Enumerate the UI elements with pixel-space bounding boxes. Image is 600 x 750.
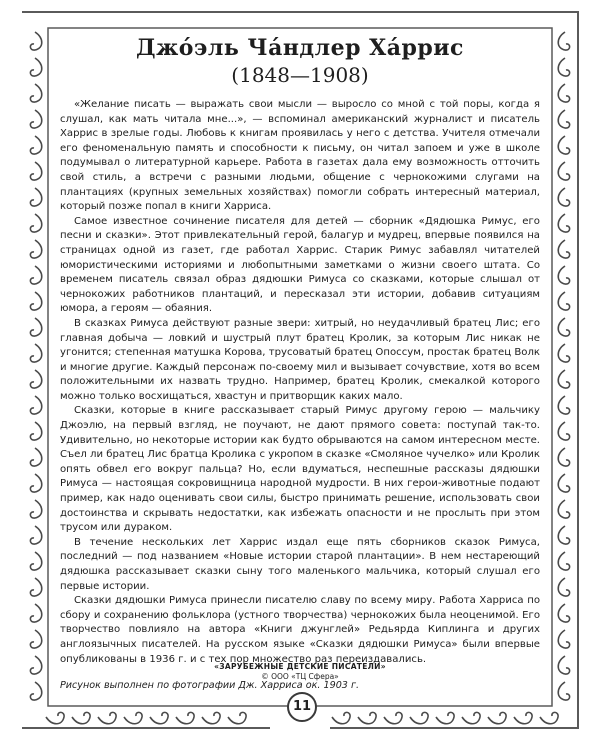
ornament-scroll bbox=[558, 214, 569, 232]
ornament-scroll bbox=[558, 136, 569, 154]
ornament-scroll bbox=[150, 712, 168, 723]
image-caption: Рисунок выполнен по фотографии Дж. Харриса ок. 1903 г. bbox=[60, 680, 360, 692]
ornament-scroll bbox=[30, 292, 41, 310]
ornament-scroll bbox=[462, 712, 480, 723]
ornament-scroll bbox=[558, 188, 569, 206]
ornament-scroll bbox=[558, 500, 569, 518]
ornament-scroll bbox=[558, 110, 569, 128]
ornament-scroll bbox=[558, 604, 569, 622]
ornament-scroll bbox=[30, 110, 41, 128]
ornament-scroll bbox=[558, 474, 569, 492]
ornament-scroll bbox=[558, 32, 569, 50]
ornament-scroll bbox=[30, 474, 41, 492]
paragraph: «Желание писать — выражать свои мысли — выросло со мной с той поры, когда я слушал, как мать читала мне...», — вспоминал американский журналист и писатель Харрис в зрелые годы. Любовь к книгам проявилась у него с детства. Учителя отмечали его феноменальную память и способности к письму, он читал запоем и уже в школе подумывал о литературной карьере. Работа в газетах дала ему возможность отточить свой стиль, а встречи с разными людьми, общение с чернокожими слугами на плантациях (крупных земельных хозяйствах) помогли собрать интересный материал, который позже попал в книги Харриса. bbox=[60, 99, 540, 213]
ornament-scroll bbox=[72, 712, 90, 723]
ornament-scroll bbox=[30, 214, 41, 232]
ornament-scroll bbox=[30, 630, 41, 648]
ornament-scroll bbox=[30, 188, 41, 206]
footer bbox=[0, 662, 600, 682]
ornament-scroll bbox=[514, 712, 532, 723]
ornament-scroll bbox=[558, 448, 569, 466]
ornament-scroll bbox=[436, 712, 454, 723]
ornament-scroll bbox=[202, 712, 220, 723]
ornament-scroll bbox=[558, 318, 569, 336]
ornament-scroll bbox=[30, 84, 41, 102]
ornament-scroll bbox=[30, 500, 41, 518]
ornament-scroll bbox=[30, 136, 41, 154]
ornament-scroll bbox=[558, 266, 569, 284]
ornament-scroll bbox=[558, 84, 569, 102]
ornament-scroll bbox=[332, 712, 350, 723]
ornament-scroll bbox=[540, 712, 558, 723]
ornament-scroll bbox=[30, 682, 41, 700]
series-title: «ЗАРУБЕЖНЫЕ ДЕТСКИЕ ПИСАТЕЛИ» bbox=[214, 662, 386, 671]
ornament-scroll bbox=[176, 712, 194, 723]
right-ornament bbox=[558, 32, 569, 700]
ornament-scroll bbox=[30, 578, 41, 596]
ornament-scroll bbox=[98, 712, 116, 723]
ornament-scroll bbox=[228, 712, 246, 723]
ornament-scroll bbox=[558, 240, 569, 258]
ornament-scroll bbox=[30, 552, 41, 570]
paragraph: Самое известное сочинение писателя для детей — сборник «Дядюшка Римус, его песни и сказки». Этот привлекательный герой, балагур и мудрец, впервые появился на страницах одной из газет, где работал Харрис. Старик Римус забавлял читателей юмористическими историями и любопытными заметками о жизни своего штата. Со временем писатель связал образ дядюшки Римуса со сказками, которые слышал от чернокожих работников плантаций, и пересказал эти истории, добавив ситуациям юмора, а героям — обаяния. bbox=[60, 215, 540, 315]
page-number: 11 bbox=[287, 692, 317, 722]
ornament-scroll bbox=[30, 604, 41, 622]
ornament-scroll bbox=[558, 682, 569, 700]
ornament-scroll bbox=[558, 552, 569, 570]
ornament-scroll bbox=[30, 58, 41, 76]
ornament-scroll bbox=[30, 526, 41, 544]
ornament-scroll bbox=[30, 32, 41, 50]
ornament-scroll bbox=[558, 422, 569, 440]
ornament-scroll bbox=[558, 162, 569, 180]
life-years: (1848—1908) bbox=[231, 63, 369, 87]
ornament-scroll bbox=[384, 712, 402, 723]
ornament-scroll bbox=[124, 712, 142, 723]
left-ornament bbox=[30, 32, 41, 700]
ornament-scroll bbox=[558, 370, 569, 388]
ornament-scroll bbox=[488, 712, 506, 723]
paragraph: Сказки, которые в книге рассказывает старый Римус другому герою — мальчику Джоэлю, на первый взгляд, не поучают, не дают прямого совета: поступай так-то. Удивительно, но некоторые истории как будто обрываются на самом интересном месте. Съел ли братец Лис братца Кролика с укропом в сказке «Смоляное чучелко» или Кролик опять обвел его вокруг пальца? Но, если вдуматься, неспешные рассказы дядюшки Римуса — настоящая сокровищница народной мудрости. В них герои-животные подают пример, как надо оценивать свои силы, быстро принимать решение, использовать свои достоинства и скрывать недостатки, как избежать опасности и не прослыть при этом трусом или дураком. bbox=[60, 405, 540, 534]
ornament-scroll bbox=[30, 266, 41, 284]
ornament-scroll bbox=[30, 344, 41, 362]
article bbox=[60, 34, 540, 692]
ornament-scroll bbox=[30, 318, 41, 336]
paragraph: Сказки дядюшки Римуса принесли писателю славу по всему миру. Работа Харриса по сбору и сохранению фольклора (устного творчества) чернокожих была неоценимой. Его творчество повлияло на автора «Книги джунглей» Редьярда Киплинга и других англоязычных писателей. На русском языке «Сказки дядюшки Римуса» были впервые опубликованы в 1936 г. и с тех пор множество раз переиздавались. bbox=[60, 595, 540, 665]
paragraph: В течение нескольких лет Харрис издал еще пять сборников сказок Римуса, последний — под названием «Новые истории старой плантации». В нем нестареющий дядюшка рассказывает сказки сыну того маленького мальчика, который слушал его первые истории. bbox=[60, 536, 540, 592]
ornament-scroll bbox=[410, 712, 428, 723]
ornament-scroll bbox=[30, 422, 41, 440]
article-body bbox=[60, 98, 540, 667]
ornament-scroll bbox=[30, 162, 41, 180]
ornament-scroll bbox=[30, 370, 41, 388]
ornament-scroll bbox=[30, 240, 41, 258]
ornament-scroll bbox=[558, 344, 569, 362]
ornament-scroll bbox=[558, 58, 569, 76]
ornament-scroll bbox=[558, 630, 569, 648]
ornament-scroll bbox=[558, 292, 569, 310]
ornament-scroll bbox=[558, 578, 569, 596]
page-title: Джóэль Чáндлер Хáррис bbox=[136, 35, 464, 61]
ornament-scroll bbox=[358, 712, 376, 723]
ornament-scroll bbox=[30, 396, 41, 414]
ornament-scroll bbox=[558, 396, 569, 414]
ornament-scroll bbox=[30, 448, 41, 466]
ornament-scroll bbox=[558, 526, 569, 544]
copyright: © ООО «ТЦ Сфера» bbox=[261, 672, 339, 681]
ornament-scroll bbox=[46, 712, 64, 723]
paragraph: В сказках Римуса действуют разные звери: хитрый, но неудачливый братец Лис; его главная добыча — ловкий и шустрый плут братец Кролик, за которым Лис никак не угонится; степенная матушка Корова, трусоватый братец Опоссум, простак братец Волк и многие другие. Каждый персонаж по-своему мил и вызывает сочувствие, хотя во всем положительными их назвать трудно. Например, братец Кролик, смекалкой которого можно только восхищаться, хвастун и притворщик каких мало. bbox=[60, 317, 540, 402]
